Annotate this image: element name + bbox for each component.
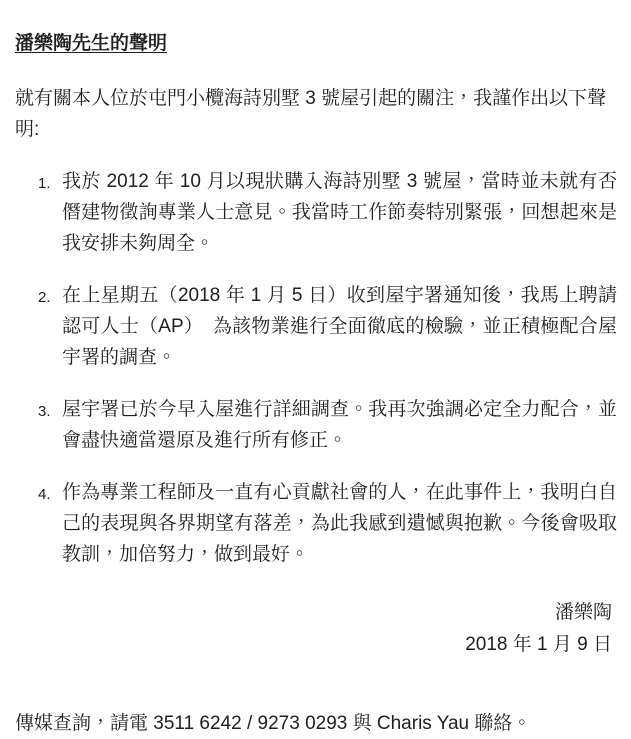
list-item (15, 280, 617, 373)
signature-name: 潘樂陶 (554, 602, 612, 623)
list-item-number: 3. (38, 403, 51, 420)
list-item (15, 166, 617, 259)
list-item-number: 1. (38, 175, 51, 192)
signature-date: 2018 年 1 月 9 日 (465, 634, 612, 655)
signature-block (15, 597, 617, 661)
list-item-text: 我於 2012 年 10 月以現狀購入海詩別墅 3 號屋，當時並未就有否僭建物徵詢專業人士意見。我當時工作節奏特別緊張，回想起來是我安排未夠周全。 (62, 171, 617, 254)
list-item (15, 477, 617, 570)
list-item-number: 2. (38, 289, 51, 306)
statement-list (15, 166, 617, 570)
list-item-text: 屋宇署已於今早入屋進行詳細調查。我再次強調必定全力配合，並會盡快適當還原及進行所有修正。 (62, 399, 617, 451)
page-title: 潘樂陶先生的聲明 (15, 33, 168, 54)
intro-paragraph: 就有關本人位於屯門小欖海詩別墅 3 號屋引起的關注，我謹作出以下聲明: (15, 88, 607, 140)
list-item-number: 4. (38, 486, 51, 503)
media-contact-line: 傳媒查詢，請電 3511 6242 / 9273 0293 與 Charis Yau 聯絡。 (15, 713, 532, 734)
list-item-text: 在上星期五（2018 年 1 月 5 日）收到屋宇署通知後，我馬上聘請認可人士（AP） 為該物業進行全面徹底的檢驗，並正積極配合屋宇署的調查。 (62, 285, 617, 368)
list-item-text: 作為專業工程師及一直有心貢獻社會的人，在此事件上，我明白自己的表現與各界期望有落差，為此我感到遺憾與抱歉。今後會吸取教訓，加倍努力，做到最好。 (62, 482, 617, 565)
list-item (15, 394, 617, 456)
